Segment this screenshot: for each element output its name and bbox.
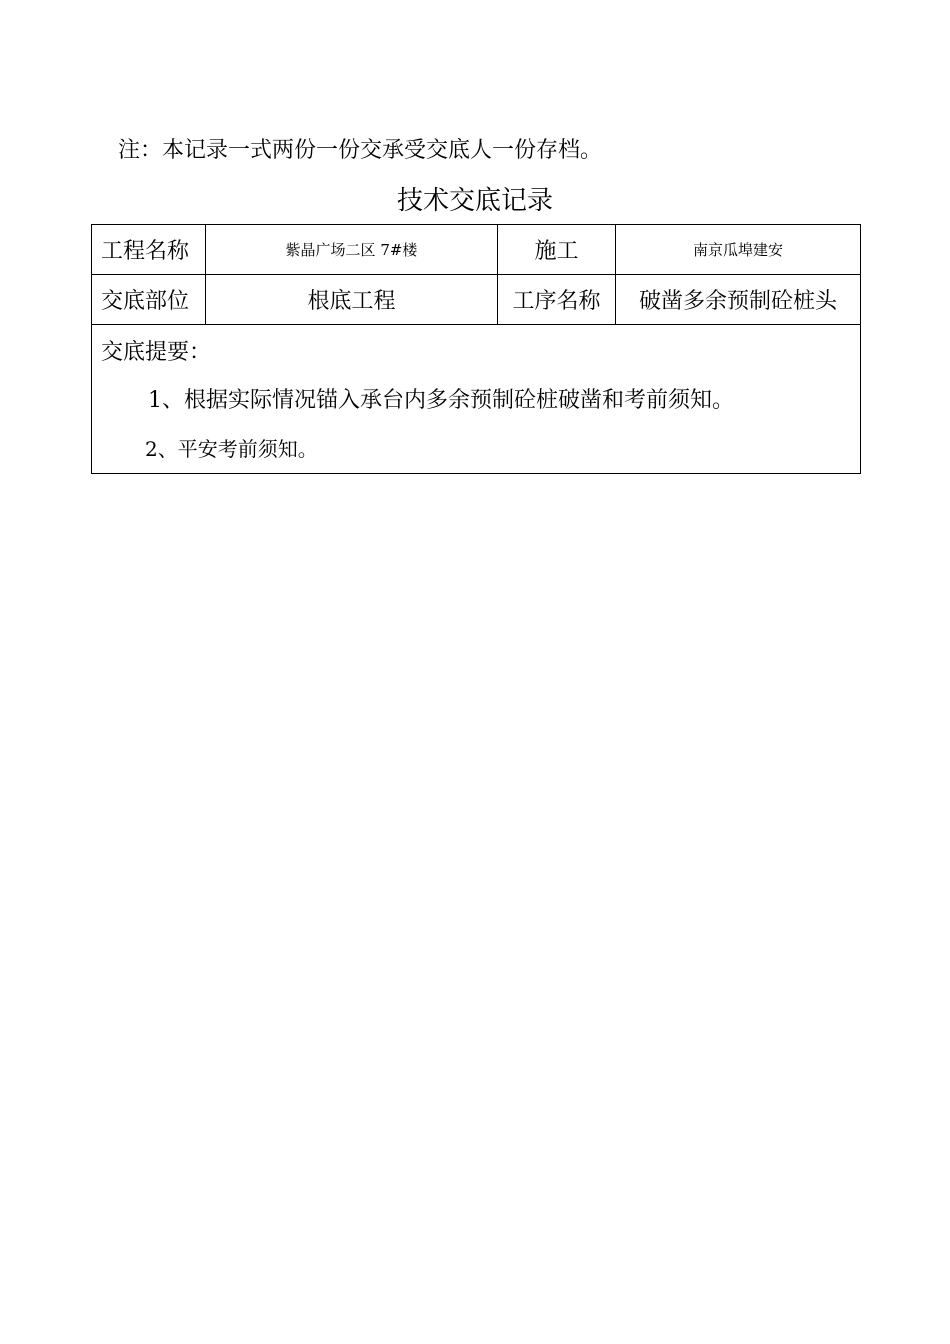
construction-value: 南京瓜埠建安	[616, 225, 861, 275]
briefing-summary-item: 2、平安考前须知。	[145, 437, 318, 461]
briefing-location-label: 交底部位	[92, 275, 206, 325]
process-name-label: 工序名称	[498, 275, 616, 325]
table-row	[92, 325, 861, 474]
table-row	[92, 275, 861, 325]
briefing-summary-heading: 交底提要：	[101, 340, 212, 365]
process-name-value: 破凿多余预制砼桩头	[616, 275, 861, 325]
table-row	[92, 225, 861, 275]
briefing-summary-cell	[92, 325, 861, 474]
project-name-value: 紫晶广场二区 7#楼	[206, 225, 498, 275]
construction-label: 施工	[498, 225, 616, 275]
record-note: 注：本记录一式两份一份交承受交底人一份存档。	[118, 138, 603, 163]
project-name-label: 工程名称	[92, 225, 206, 275]
briefing-summary-item: 1、根据实际情况锚入承台内多余预制砼桩破凿和考前须知。	[148, 388, 734, 413]
briefing-location-value: 根底工程	[206, 275, 498, 325]
technical-briefing-table	[91, 224, 861, 474]
document-title: 技术交底记录	[396, 186, 553, 216]
